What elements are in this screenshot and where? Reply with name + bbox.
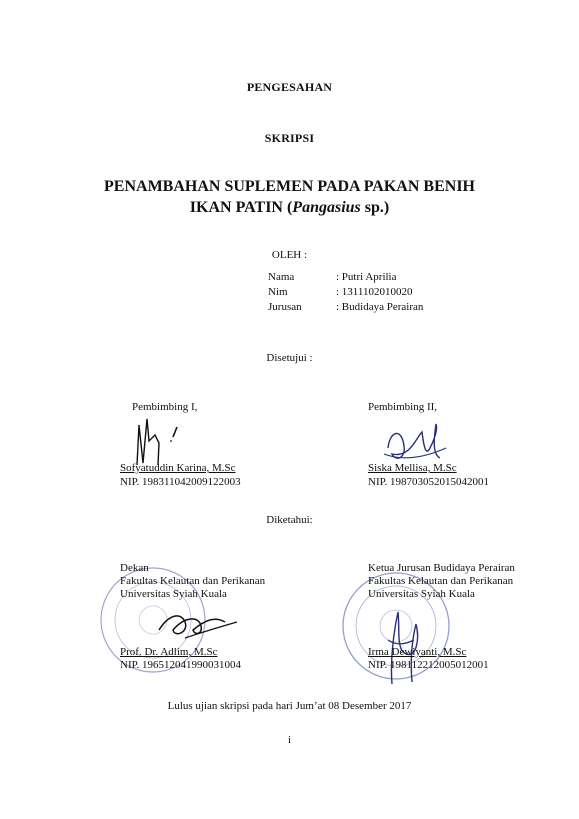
author-value-jurusan: : Budidaya Perairan xyxy=(336,301,424,313)
author-value-nama: : Putri Aprilia xyxy=(336,271,397,283)
title-prefix: IKAN PATIN ( xyxy=(189,199,293,216)
thesis-title-line2 xyxy=(0,199,579,217)
dean-nip: NIP. 196512041990031004 xyxy=(120,659,242,671)
heading-skripsi: SKRIPSI xyxy=(264,131,315,145)
advisor2-name: Siska Mellisa, M.Sc xyxy=(368,462,457,474)
dean-university: Universitas Syiah Kuala xyxy=(120,588,227,600)
oleh-label: OLEH : xyxy=(271,249,308,261)
diketahui-label: Diketahui: xyxy=(266,514,313,526)
exam-note: Lulus ujian skripsi pada hari Jum’at 08 Desember 2017 xyxy=(167,700,412,712)
dean-faculty: Fakultas Kelautan dan Perikanan xyxy=(120,575,266,587)
head-signature xyxy=(372,600,442,690)
title-suffix: sp.) xyxy=(360,199,390,216)
author-values xyxy=(336,270,423,315)
page-number: i xyxy=(287,734,292,746)
thesis-title-line1: PENAMBAHAN SUPLEMEN PADA PAKAN BENIH xyxy=(104,178,475,195)
head-role: Ketua Jurusan Budidaya Perairan xyxy=(368,562,515,574)
dean-signature xyxy=(155,608,245,644)
advisor2-nip: NIP. 198703052015042001 xyxy=(368,476,490,488)
heading-pengesahan: PENGESAHAN xyxy=(246,80,333,94)
advisor1-name: Sofyatuddin Karina, M.Sc xyxy=(120,462,236,474)
advisor2-role: Pembimbing II, xyxy=(368,401,438,413)
advisor1-role: Pembimbing I, xyxy=(132,401,198,413)
advisor1-nip: NIP. 198311042009122003 xyxy=(120,476,241,488)
dean-role: Dekan xyxy=(120,562,149,574)
author-label-jurusan: Jurusan xyxy=(268,301,302,313)
advisor2-signature xyxy=(380,418,450,468)
author-label-nim: Nim xyxy=(268,286,288,298)
head-nip: NIP. 198112212005012001 xyxy=(368,659,489,671)
disetujui-label: Disetujui : xyxy=(266,352,313,364)
title-italic: Pangasius xyxy=(292,199,361,216)
head-university: Universitas Syiah Kuala xyxy=(368,588,475,600)
author-value-nim: : 1311102010020 xyxy=(336,286,413,298)
head-faculty: Fakultas Kelautan dan Perikanan xyxy=(368,575,514,587)
advisor1-signature xyxy=(125,405,215,467)
dean-name: Prof. Dr. Adlim, M.Sc xyxy=(120,646,218,658)
head-name: Irma Dewiyanti, M.Sc xyxy=(368,646,467,658)
author-labels xyxy=(268,270,302,315)
author-label-nama: Nama xyxy=(268,271,295,283)
